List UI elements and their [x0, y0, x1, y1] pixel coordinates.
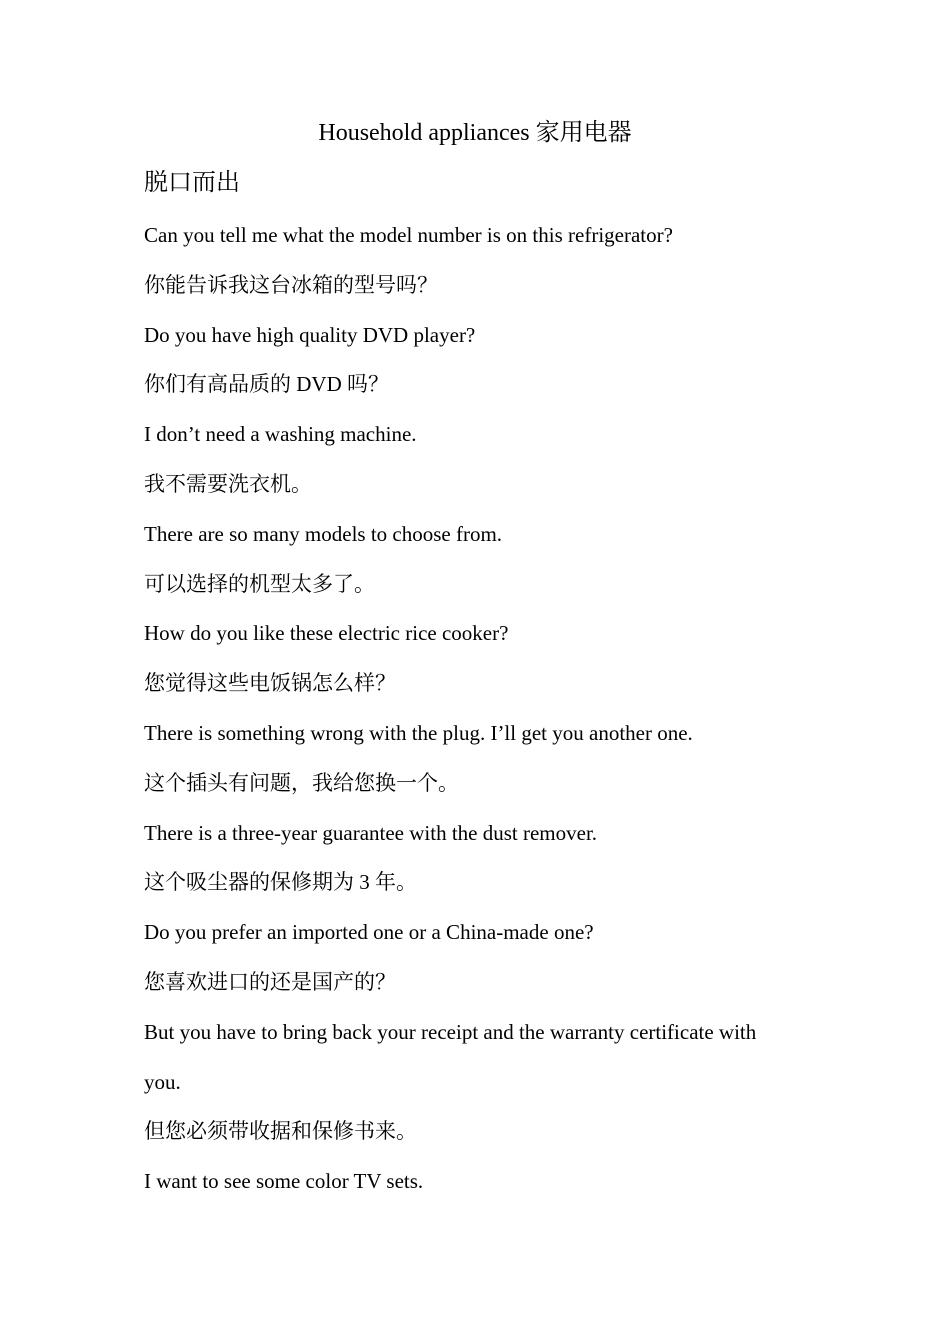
phrase-line: There is something wrong with the plug. I’ll get you another one. — [144, 720, 693, 745]
phrase-list — [144, 220, 814, 1216]
phrase-line: Do you have high quality DVD player? — [144, 322, 476, 347]
phrase-line: 我不需要洗衣机。 — [144, 471, 312, 496]
phrase-line: There is a three-year guarantee with the dust remover. — [144, 820, 598, 845]
phrase-line: 您觉得这些电饭锅怎么样？ — [144, 671, 396, 696]
phrase-line: There are so many models to choose from. — [144, 521, 503, 546]
section-heading: 脱口而出 — [144, 170, 240, 196]
phrase-line: I want to see some color TV sets. — [144, 1169, 424, 1194]
phrase-line: I don’t need a washing machine. — [144, 422, 417, 447]
phrase-line: 这个吸尘器的保修期为 3 年。 — [144, 870, 417, 895]
phrase-line: 你能告诉我这台冰箱的型号吗？ — [144, 272, 438, 297]
phrase-line: How do you like these electric rice cooker? — [144, 621, 509, 646]
phrase-line: 可以选择的机型太多了。 — [144, 571, 375, 596]
phrase-line: Can you tell me what the model number is on this refrigerator? — [144, 223, 673, 247]
phrase-line: Do you prefer an imported one or a China-made one? — [144, 920, 594, 945]
phrase-line: you. — [144, 1069, 181, 1094]
phrase-line: But you have to bring back your receipt and the warranty certificate with — [144, 1019, 757, 1044]
document-title: Household appliances 家用电器 — [318, 120, 632, 146]
phrase-line: 这个插头有问题，我给您换一个。 — [144, 770, 459, 795]
phrase-line: 您喜欢进口的还是国产的？ — [144, 969, 396, 994]
phrase-line: 但您必须带收据和保修书来。 — [144, 1119, 417, 1144]
phrase-line: 你们有高品质的 DVD 吗？ — [144, 372, 389, 397]
